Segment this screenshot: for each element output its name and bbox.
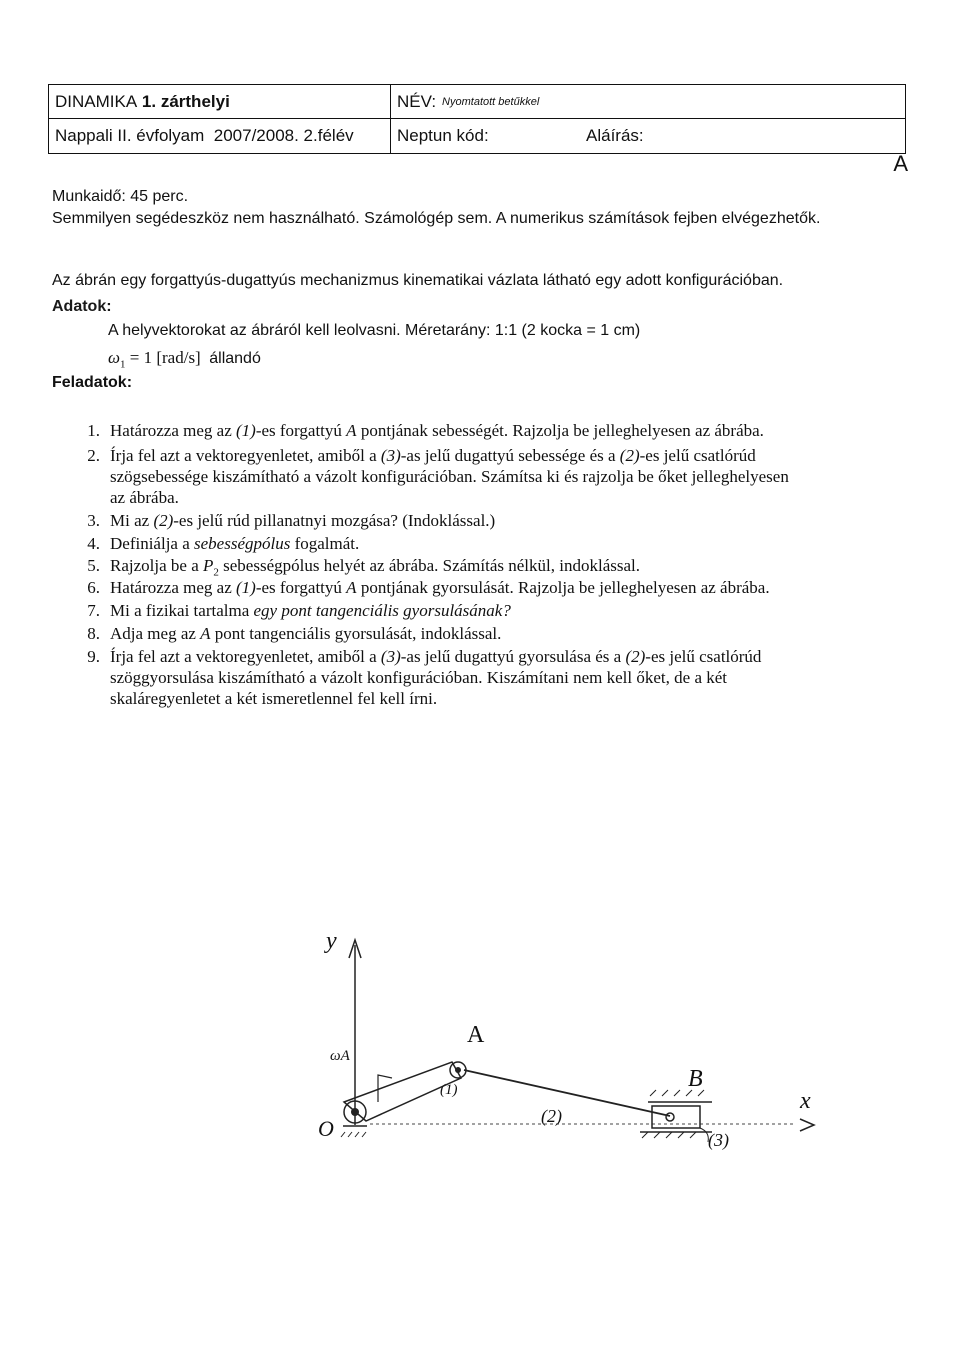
adatok-heading: Adatok: [52, 298, 112, 315]
exam-name: 1. zárthelyi [141, 91, 230, 111]
connecting-rod-2 [464, 1070, 670, 1116]
time-limit: Munkaidő: 45 perc. [52, 188, 189, 205]
task-number: 4. [87, 534, 100, 553]
x-axis-label: x [800, 1088, 811, 1114]
name-hint: Nyomtatott betűkkel [442, 95, 540, 108]
task-text: Mi a fizikai tartalma egy pont tangenciális gyorsulásának? [110, 601, 511, 620]
x-axis [370, 1119, 814, 1131]
omega-label: ωA [330, 1048, 350, 1064]
point-a-label: A [467, 1022, 485, 1048]
year-label: Nappali II. évfolyam [55, 126, 205, 145]
slider-block-3 [640, 1090, 712, 1142]
course-name: DINAMIKA [55, 91, 138, 111]
omega-value: = 1 [rad/s] [129, 348, 201, 367]
task-number: 8. [87, 624, 100, 643]
task-text: Rajzolja be a $P_2$ sebességpólus helyét az ábrába. Számítás nélkül, indoklással. [110, 556, 640, 579]
task-text: skaláregyenletet a két ismeretlennel fel kell írni. [110, 689, 438, 708]
joint-a [450, 1062, 466, 1078]
task-number: 6. [87, 578, 100, 597]
task-text: Írja fel azt a vektoregyenletet, amiből a (3)-as jelű dugattyú gyorsulása és a (2)-es jelű csatlórúd [110, 647, 762, 666]
tools-note: Semmilyen segédeszköz nem használható. Számológép sem. A numerikus számítások fejben elvégezhetők. [52, 210, 821, 227]
adatok-line1: A helyvektorokat az ábráról kell leolvasni. Méretarány: 1:1 (2 kocka = 1 cm) [108, 322, 641, 339]
task-text: szögsebessége kiszámítható a vázolt konfigurációban. Számítsa ki és rajzolja be őket jelleghelyesen [110, 467, 789, 486]
y-axis-label: y [326, 928, 337, 954]
neptun-label: Neptun kód: [397, 126, 489, 145]
task-text: Írja fel azt a vektoregyenletet, amiből a (3)-as jelű dugattyú sebessége és a (2)-es jelű csatlórúd [110, 446, 756, 465]
task-number: 3. [87, 511, 100, 530]
task-text: az ábrába. [110, 488, 179, 507]
semester-label: 2007/2008. 2.félév [213, 126, 354, 145]
signature-label: Aláírás: [586, 126, 644, 145]
task-number: 1. [87, 421, 100, 440]
task-text: Definiálja a sebességpólus fogalmát. [110, 534, 360, 553]
task-number: 2. [87, 446, 100, 465]
origin-label: O [318, 1116, 334, 1141]
name-label: NÉV: [397, 91, 437, 111]
description: Az ábrán egy forgattyús-dugattyús mechanizmus kinematikai vázlata látható egy adott konfigurációban. [52, 272, 784, 289]
task-number: 9. [87, 647, 100, 666]
exam-version: A [893, 151, 908, 176]
task-text: szöggyorsulása kiszámítható a vázolt konfigurációban. Kiszámítani nem kell őket, de a két [110, 668, 728, 687]
task-number: 5. [87, 556, 100, 575]
feladatok-heading: Feladatok: [52, 374, 133, 391]
task-text: Határozza meg az (1)-es forgattyú A pontjának sebességét. Rajzolja be jelleghelyesen az ábrába. [110, 421, 764, 440]
omega-sub: 1 [120, 358, 126, 371]
task-text: Határozza meg az (1)-es forgattyú A pontjának gyorsulását. Rajzolja be jelleghelyesen az ábrába. [110, 578, 770, 597]
omega-symbol: ω [108, 348, 121, 367]
omega-note: állandó [209, 350, 261, 367]
task-text: Adja meg az A pont tangenciális gyorsulását, indoklással. [110, 624, 502, 643]
task-number: 7. [87, 601, 100, 620]
link-3-label: (3) [708, 1130, 729, 1150]
link-2-label: (2) [541, 1106, 562, 1126]
point-b-label: B [688, 1066, 703, 1092]
link-1-label: (1) [440, 1082, 458, 1098]
task-text: Mi az (2)-es jelű rúd pillanatnyi mozgása? (Indoklással.) [110, 511, 496, 530]
